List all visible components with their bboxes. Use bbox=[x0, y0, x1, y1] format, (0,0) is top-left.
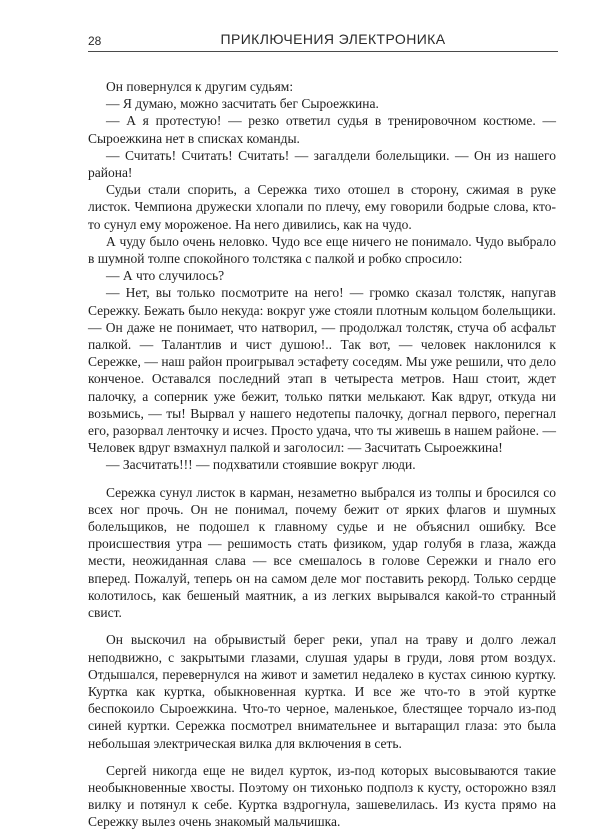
paragraph: — А я протестую! — резко ответил судья в тренировочном костюме. — Сыроежкина нет в списках команды. bbox=[88, 113, 556, 146]
paragraph: — Засчитать!!! — подхватили стоявшие вокруг люди. bbox=[106, 457, 416, 473]
paragraph: Судьи стали спорить, а Сережка тихо отошел в сторону, сжимая в руке листок. Чемпиона дружески хлопали по плечу, ему говорили бодрые слова, кто-то сунул ему мороженое. На него дивились, как на чудо. bbox=[88, 182, 556, 232]
page-header bbox=[88, 30, 558, 52]
paragraph: — Нет, вы только посмотрите на него! — громко сказал толстяк, напугав Сережку. Бежать было некуда: вокруг уже стояли плотным кольцом болельщики. — Он даже не понимает, что натворил, — продолжал толстяк, стуча об асфальт палкой. — Талантлив и чист душою!.. Так вот, — человек наклонился к Сережке, — наш район проигрывал эстафету соседям. Мы уже решили, что дело конченое. Оставался последний этап в четыреста метров. Наш стоит, ждет палочку, а соперник уже бежит, только пятки мелькают. Как вдруг, откуда ни возьмись, — ты! Вырвал у нашего недотепы палочку, догнал первого, перегнал его, разорвал ленточку и исчез. Просто удача, что ты живешь в нашем районе. — Человек вдруг взмахнул палкой и заголосил: — Засчитать Сыроежкина! bbox=[88, 285, 556, 456]
paragraph: А чуду было очень неловко. Чудо все еще ничего не понимало. Чудо выбрало в шумной толпе спокойного толстяка с палкой и робко спросило: bbox=[88, 233, 556, 267]
paragraph: Сережка сунул листок в карман, незаметно выбрался из толпы и бросился со всех ног прочь. Он не понимал, почему бежит от ярких флагов и шумных болельщиков, не подошел к главному судье и не объяснил ошибку. Все происшествия утра — решимость стать физиком, удар голубя в глаза, жажда мести, неожиданная слава — все смешалось в голове Сережки и гнало его вперед. Пожалуй, теперь он на самом деле мог поставить рекорд. Только сердце колотилось, как бешеный маятник, а из легких вырывался какой-то странный свист. bbox=[88, 484, 556, 621]
page-number: 28 bbox=[88, 34, 102, 48]
body-text bbox=[88, 78, 556, 831]
header-rule bbox=[88, 51, 558, 52]
paragraph: Он повернулся к другим судьям: bbox=[106, 79, 294, 94]
paragraph: Сергей никогда еще не видел курток, из-под которых высовываются такие необыкновенные хвосты. Поэтому он тихонько подполз к кусту, осторожно взял вилку и потянул к себе. Куртка вздрогнула, зашевелилась. Из куста прямо на Сережку вылез очень знакомый мальчишка. bbox=[88, 762, 556, 830]
paragraph: — А что случилось? bbox=[106, 268, 225, 284]
running-title: ПРИКЛЮЧЕНИЯ ЭЛЕКТРОНИКА bbox=[220, 31, 446, 47]
paragraph: Он выскочил на обрывистый берег реки, упал на траву и долго лежал неподвижно, с закрытыми глазами, слушая удары в груди, ловя ртом воздух. Отдышался, перевернулся на живот и заметил недалеко в кустах синюю куртку. Куртка как куртка, обыкновенная куртка. И все же что-то в этой куртке беспокоило Сыроежкина. Что-то черное, маленькое, блестящее торчало из-под синей куртки. Сережка посмотрел внимательнее и вытаращил глаза: это была небольшая электрическая вилка для включения в сеть. bbox=[88, 632, 556, 751]
paragraph: — Считать! Считать! Считать! — загалдели болельщики. — Он из нашего района! bbox=[88, 147, 556, 181]
paragraph: — Я думаю, можно засчитать бег Сыроежкина. bbox=[106, 96, 379, 112]
